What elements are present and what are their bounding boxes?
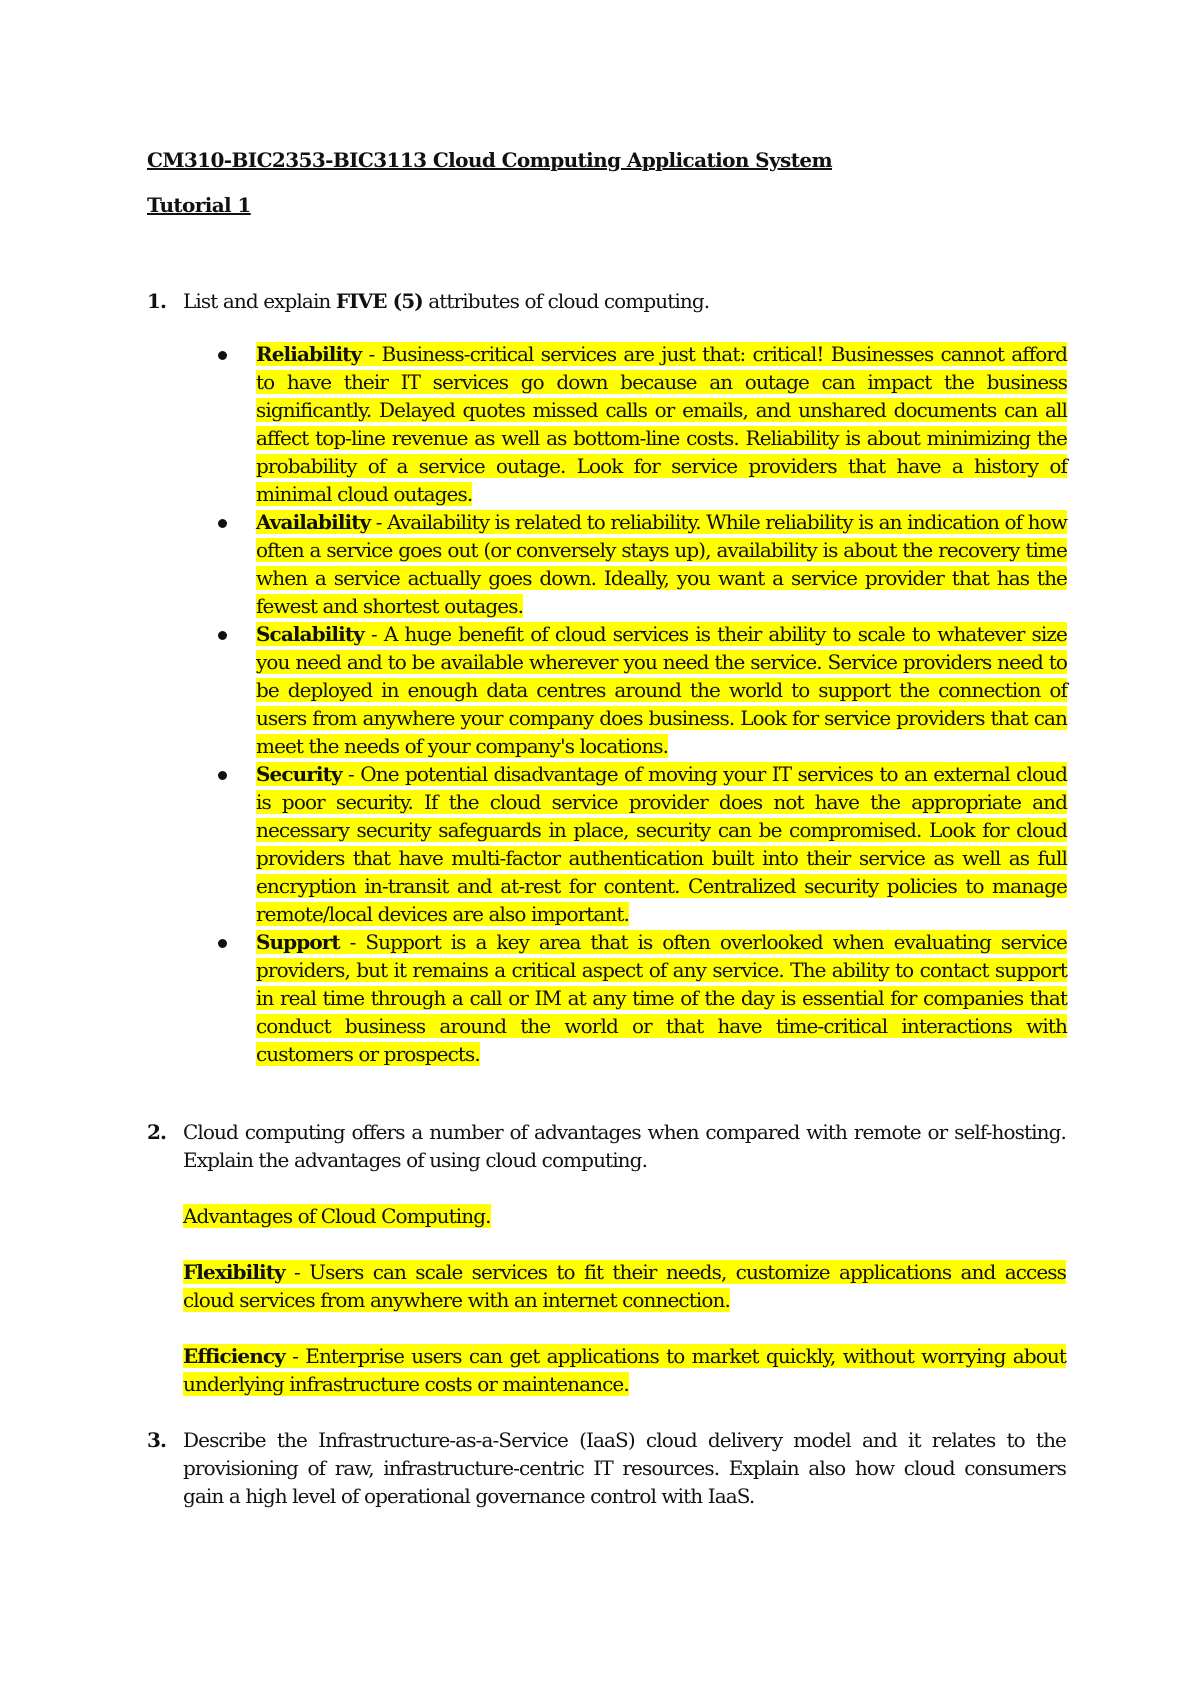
attribute-term: Availability [256,510,371,534]
question-3 [147,1426,1067,1510]
question-2 [147,1118,1067,1174]
attribute-description: - Support is a key area that is often overlooked when evaluating service providers, but it remains a critical aspect of any service. The ability to contact support in real time through a call or IM at any time of the day is essential for companies that conduct business around the world or that have time-critical interactions with customers or prospects. [256,930,1067,1066]
question-text: Describe the Infrastructure-as-a-Service (IaaS) cloud delivery model and it relates to the provisioning of raw, infrastructure-centric IT resources. Explain also how cloud consumers gain a high level of operational governance control with IaaS. [183,1428,1066,1508]
document-subtitle: Tutorial 1 [147,193,251,217]
question-number: 2. [147,1120,167,1144]
list-item [214,508,1067,620]
attribute-term: Support [256,930,340,954]
advantages-heading [183,1202,1066,1230]
attribute-description: - Business-critical services are just that: critical! Businesses cannot afford to have their IT services go down because an outage can impact the business significantly. Delayed quotes missed calls or emails, and unshared documents can all affect top-line revenue as well as bottom-line costs. Reliability is about minimizing the probability of a service outage. Look for service providers that have a history of minimal cloud outages. [256,342,1067,506]
attribute-description: - One potential disadvantage of moving your IT services to an external cloud is poor security. If the cloud service provider does not have the appropriate and necessary security safeguards in place, security can be compromised. Look for cloud providers that have multi-factor authentication built into their service as well as full encryption in-transit and at-rest for content. Centralized security policies to manage remote/local devices are also important. [256,762,1067,926]
list-item [214,928,1067,1068]
question-number: 3. [147,1428,167,1452]
attribute-list [214,340,1067,1068]
question-text-part: List and explain [183,289,336,313]
attribute-term: Scalability [256,622,364,646]
document-title: CM310-BIC2353-BIC3113 Cloud Computing Application System [147,148,833,172]
bullet-icon [218,631,227,640]
list-item [214,620,1067,760]
question-text: Cloud computing offers a number of advantages when compared with remote or self-hosting. Explain the advantages of using cloud computing. [183,1120,1066,1172]
advantage-flexibility [183,1258,1066,1314]
bullet-icon [218,939,227,948]
advantage-description: - Users can scale services to fit their needs, customize applications and access cloud services from anywhere with an internet connection. [183,1260,1066,1312]
highlighted-text: Advantages of Cloud Computing. [183,1204,491,1228]
question-text-part: attributes of cloud computing. [422,289,710,313]
highlighted-text [183,1344,1066,1396]
highlighted-text [256,510,1067,618]
attribute-term: Reliability [256,342,362,366]
advantage-term: Flexibility [183,1260,285,1284]
highlighted-text [183,1260,1066,1312]
advantage-description: - Enterprise users can get applications to market quickly, without worrying about underlying infrastructure costs or maintenance. [183,1344,1066,1396]
highlighted-text [256,930,1067,1066]
bullet-icon [218,351,227,360]
bullet-icon [218,519,227,528]
attribute-description: - A huge benefit of cloud services is their ability to scale to whatever size you need and to be available wherever you need the service. Service providers need to be deployed in enough data centres around the world to support the connection of users from anywhere your company does business. Look for service providers that can meet the needs of your company's locations. [256,622,1067,758]
bullet-icon [218,771,227,780]
question-1 [147,287,1067,315]
advantage-term: Efficiency [183,1344,285,1368]
highlighted-text [256,762,1067,926]
attribute-term: Security [256,762,342,786]
highlighted-text [256,342,1067,506]
question-text [183,287,1066,315]
highlighted-text [256,622,1067,758]
list-item [214,340,1067,508]
question-number: 1. [147,289,167,313]
advantage-efficiency [183,1342,1066,1398]
attribute-description: - Availability is related to reliability. While reliability is an indication of how often a service goes out (or conversely stays up), availability is about the recovery time when a service actually goes down. Ideally, you want a service provider that has the fewest and shortest outages. [256,510,1067,618]
list-item [214,760,1067,928]
question-emphasis: FIVE (5) [335,289,423,313]
